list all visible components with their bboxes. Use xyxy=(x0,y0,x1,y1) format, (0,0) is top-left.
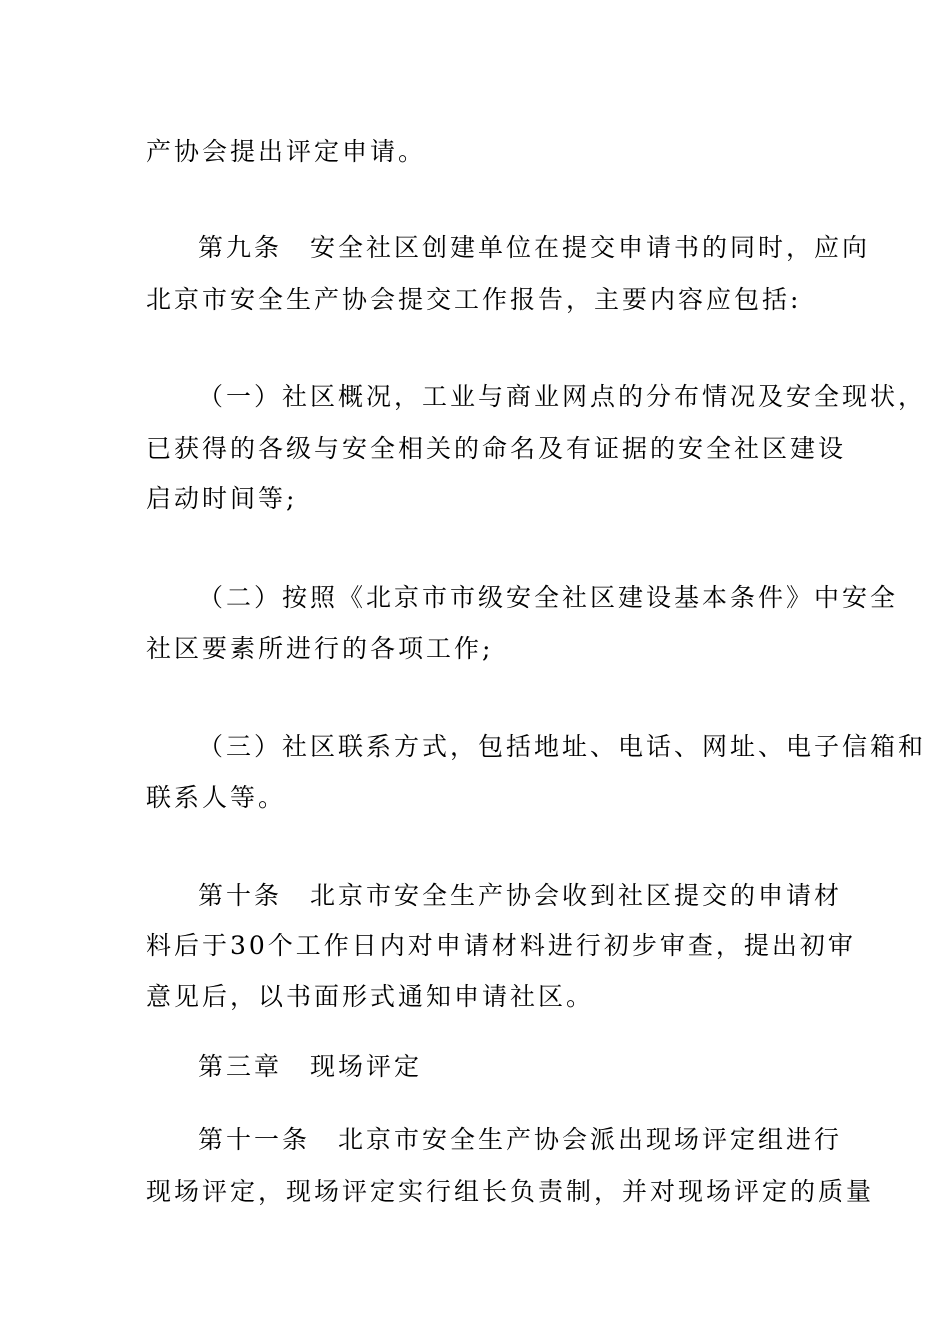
article-11-heading-line: 第十一条 北京市安全生产协会派出现场评定组进行 xyxy=(198,1125,843,1154)
article-10-heading-line: 第十条 北京市安全生产协会收到社区提交的申请材 xyxy=(198,881,843,910)
text-line: 意见后，以书面形式通知申请社区。 xyxy=(146,982,595,1011)
text-line: 产协会提出评定申请。 xyxy=(146,137,427,166)
text-line: 启动时间等; xyxy=(146,484,298,513)
item-1-line: （一）社区概况，工业与商业网点的分布情况及安全现状， xyxy=(198,382,927,411)
article-9-heading-line: 第九条 安全社区创建单位在提交申请书的同时，应向 xyxy=(198,233,871,262)
chapter-3-heading: 第三章 现场评定 xyxy=(198,1052,423,1081)
text-line: 北京市安全生产协会提交工作报告，主要内容应包括: xyxy=(146,285,802,314)
text-line: 社区要素所进行的各项工作; xyxy=(146,634,494,663)
text-line: 现场评定，现场评定实行组长负责制，并对现场评定的质量 xyxy=(146,1177,875,1206)
text-line: 联系人等。 xyxy=(146,783,287,812)
item-3-line: （三）社区联系方式，包括地址、电话、网址、电子信箱和 xyxy=(198,732,927,761)
item-2-line: （二）按照《北京市市级安全社区建设基本条件》中安全 xyxy=(198,583,899,612)
text-line: 已获得的各级与安全相关的命名及有证据的安全社区建设 xyxy=(146,434,847,463)
text-line: 料后于30个工作日内对申请材料进行初步审查，提出初审 xyxy=(146,931,856,960)
